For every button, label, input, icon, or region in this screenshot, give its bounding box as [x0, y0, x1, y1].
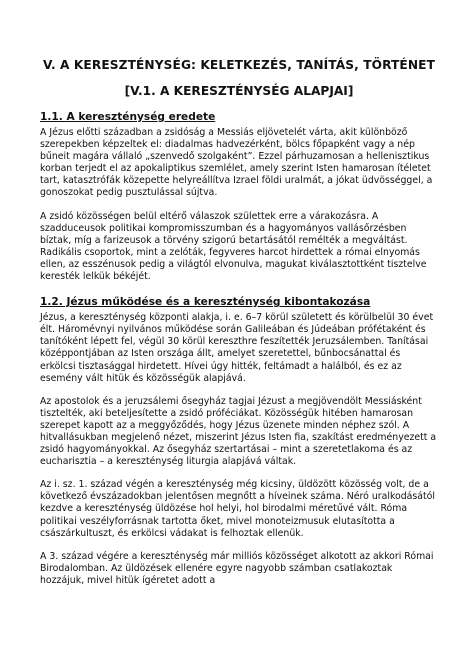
paragraph: A zsidó közösségen belül eltérő válaszok születtek erre a várakozásra. A szadduceusok politikai kompromisszumban és a hagyományos vallásőrzésben bíztak, míg a farizeusok a törvény szigorú betartásától remélték a megváltást. Radikális csoportok, mint a zelóták, fegyveres harcot hirdettek a római elnyomás ellen, az esszénusok pedig a világtól elvonulva, magukat kiválasztottként tisztelve keresték lelkük békéjét. [40, 210, 427, 283]
paragraph: Az apostolok és a jeruzsálemi ősegyház tagjai Jézust a megjövendölt Messiásként tisztelték, aki beteljesítette a zsidó próféciákat. Közösségük hitében hamarosan szerepet kapott az a meggyőződés, hogy Jézus üzenete minden néphez szól. A hitvallásukban megjelenő nézet, miszerint Jézus Isten fia, szakítást eredményezett a zsidó hagyományokkal. Az ősegyház szertartásai – mint a szeretetlakoma és az eucharisztia – a kereszténység liturgia alapjává váltak. [40, 395, 437, 468]
chapter-subtitle: [V.1. A KERESZTÉNYSÉG ALAPJAI] [124, 84, 354, 98]
paragraph: Az i. sz. 1. század végén a kereszténység még kicsiny, üldözött közösség volt, de a következő évszázadokban jelentősen megnőtt a híveinek száma. Néró uralkodásától kezdve a kereszténység üldözése hol helyi, hol birodalmi méretűvé vált. Róma politikai veszélyforrásnak tartotta őket, mivel monoteizmusuk elutasította a császárkultuszt, és erkölcsi vádakat is felhoztak ellenük. [40, 479, 435, 539]
paragraph: Jézus, a kereszténység központi alakja, i. e. 6–7 körül született és körülbelül 30 évet élt. Háromévnyi nyilvános működése során Galileában és Júdeában prófétaként és tanítóként lépett fel, végül 30 körül kereszthre feszítették Jeruzsálemben. Tanításai középpontjában az Isten országa állt, amelyet szeretettel, bűnbocsánattal és erkölcsi tisztasággal hirdetett. Hívei úgy hitték, feltámadt a halálból, és ez az esemény vált hitük és közösségük alapjává. [40, 312, 434, 384]
paragraph: A Jézus előtti században a zsidóság a Messiás eljövetelét várta, akit különböző szerepekben képzeltek el: diadalmas hadvezérként, bölcs főpapként vagy a nép bűneit magára vállaló „szenvedő szolgaként”. Ezzel párhuzamosan a hellenisztikus korban terjedt el az apokaliptikus szemlélet, amely szerint Isten hamarosan ítéletet tart, katasztrófák közepette helyreállítva Izrael földi uralmát, a jókat üdvösséggel, a gonoszokat pedig pusztulással sújtva. [40, 127, 433, 199]
section-heading-1-2: 1.2. Jézus működése és a kereszténység kibontakozása [40, 296, 371, 309]
page-title: V. A KERESZTÉNYSÉG: KELETKEZÉS, TANÍTÁS, TÖRTÉNET [42, 58, 435, 72]
section-heading-1-1: 1.1. A kereszténység eredete [40, 111, 216, 123]
paragraph: A 3. század végére a kereszténység már milliós közösséget alkotott az akkori Római Birodalomban. Az üldözések ellenére egyre nagyobb számban csatlakoztak hozzájuk, mivel hitük ígéretet adott a [40, 550, 434, 586]
